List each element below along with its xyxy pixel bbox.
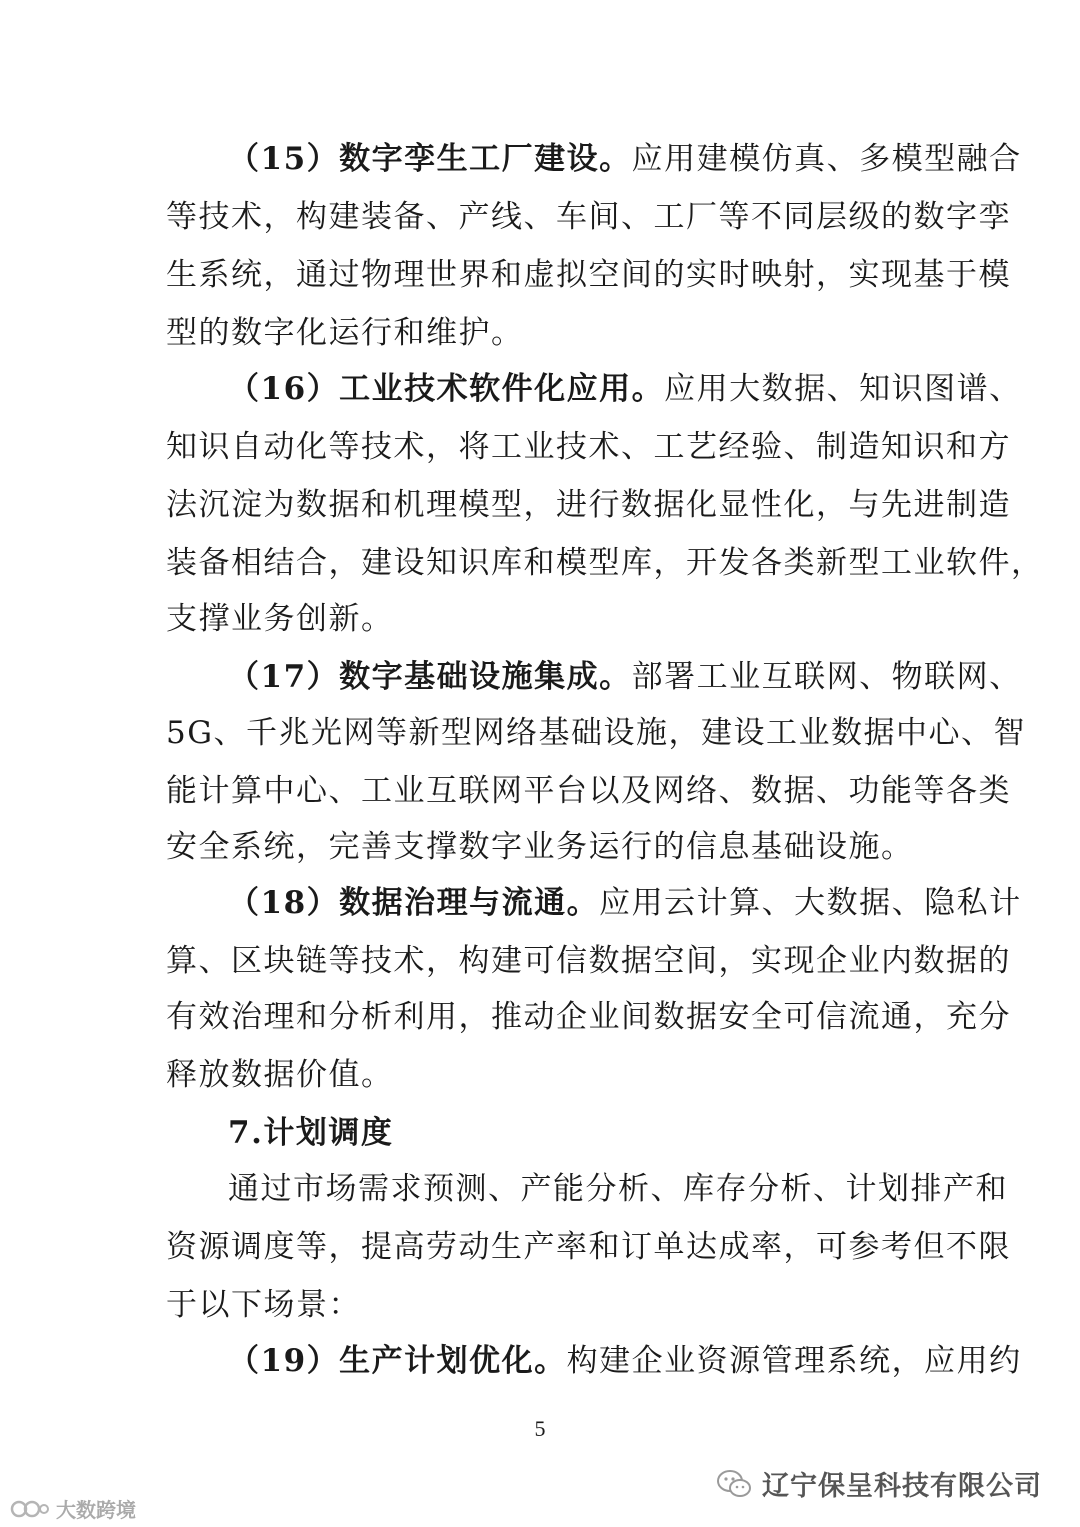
line-text: 部署工业互联网、物联网、: [631, 659, 1022, 695]
watermark-brand-name: 大数跨境: [56, 1498, 136, 1522]
watermark-account: [716, 1464, 1042, 1503]
watermark-account-name: 辽宁保呈科技有限公司: [762, 1471, 1042, 1502]
text-line: 有效治理和分析利用，推动企业间数据安全可信流通，充分: [166, 999, 1011, 1035]
text-line: 法沉淀为数据和机理模型，进行数据化显性化，与先进制造: [166, 487, 1011, 523]
text-line: [228, 874, 1022, 932]
line-text: 应用建模仿真、多模型融合: [631, 141, 1022, 177]
text-line: [228, 1332, 1022, 1390]
text-line: [228, 360, 1022, 418]
line-text: 构建企业资源管理系统，应用约: [566, 1343, 1022, 1379]
text-line: 释放数据价值。: [166, 1057, 394, 1093]
section-heading: 7.计划调度: [228, 1115, 394, 1151]
clause-title: （19）生产计划优化。: [228, 1343, 567, 1379]
clause-title: （16）工业技术软件化应用。: [228, 371, 665, 407]
clause-title: （17）数字基础设施集成。: [228, 659, 632, 695]
text-line: 装备相结合，建设知识库和模型库，开发各类新型工业软件，: [166, 545, 1044, 581]
text-line: [228, 130, 1022, 188]
wechat-icon: [716, 1469, 752, 1499]
text-line: 安全系统，完善支撑数字业务运行的信息基础设施。: [166, 829, 914, 865]
text-line: 知识自动化等技术，将工业技术、工艺经验、制造知识和方: [166, 429, 1011, 465]
line-text: 应用云计算、大数据、隐私计: [599, 885, 1022, 921]
line-text: 应用大数据、知识图谱、: [664, 371, 1022, 407]
text-line: 资源调度等，提高劳动生产率和订单达成率，可参考但不限: [166, 1229, 1011, 1265]
text-line: 型的数字化运行和维护。: [166, 315, 524, 351]
text-line: 等技术，构建装备、产线、车间、工厂等不同层级的数字孪: [166, 199, 1011, 235]
text-line: [228, 648, 1022, 706]
watermark-brand: [10, 1494, 136, 1523]
text-line: 算、区块链等技术，构建可信数据空间，实现企业内数据的: [166, 943, 1011, 979]
text-line: 支撑业务创新。: [166, 601, 394, 637]
brand-logo-icon: [10, 1498, 50, 1520]
text-line: 5G、千兆光网等新型网络基础设施，建设工业数据中心、智: [166, 715, 1026, 751]
clause-title: （15）数字孪生工厂建设。: [228, 141, 632, 177]
text-line: 通过市场需求预测、产能分析、库存分析、计划排产和: [228, 1171, 1008, 1207]
page-number: 5: [534, 1416, 546, 1441]
text-line: 能计算中心、工业互联网平台以及网络、数据、功能等各类: [166, 773, 1011, 809]
text-line: 于以下场景：: [166, 1287, 361, 1323]
clause-title: （18）数据治理与流通。: [228, 885, 600, 921]
text-line: 生系统，通过物理世界和虚拟空间的实时映射，实现基于模: [166, 257, 1011, 293]
